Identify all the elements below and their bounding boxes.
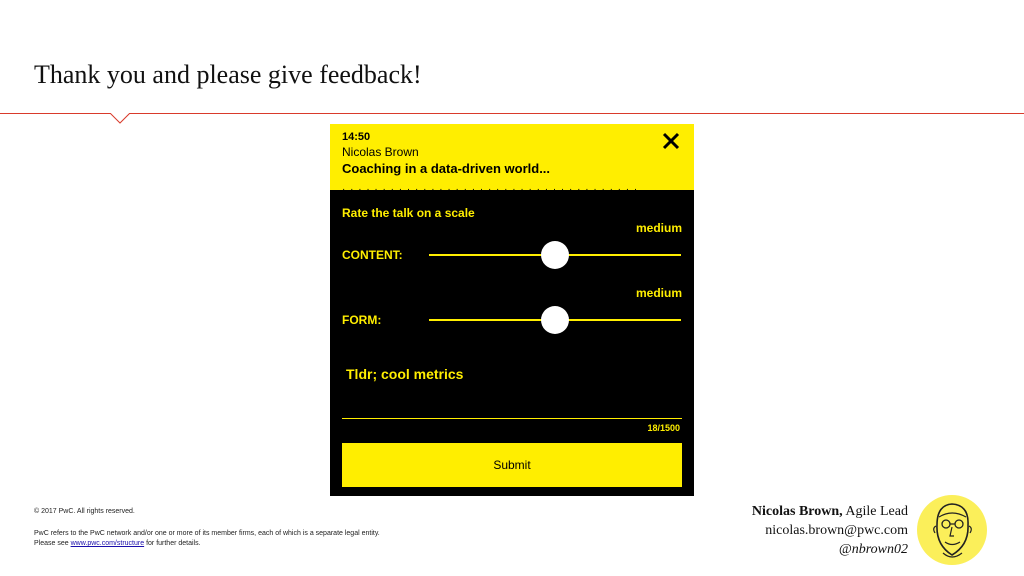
- copyright-notice: © 2017 PwC. All rights reserved.: [34, 508, 135, 515]
- face-sketch-icon: [917, 495, 987, 565]
- rating-heading: Rate the talk on a scale: [342, 206, 475, 220]
- form-label: FORM:: [342, 313, 382, 327]
- contact-handle: @nbrown02: [838, 542, 908, 557]
- comment-text: Tldr; cool metrics: [346, 366, 464, 382]
- title-divider: [0, 113, 1024, 114]
- form-level: medium: [635, 286, 682, 300]
- contact-block: [752, 502, 908, 559]
- content-slider[interactable]: [429, 241, 681, 269]
- comment-input[interactable]: [342, 354, 682, 418]
- legal-suffix: for further details.: [146, 540, 201, 547]
- avatar: [917, 495, 987, 565]
- character-counter: 18/1500: [647, 423, 680, 433]
- legal-text: PwC refers to the PwC network and/or one or more of its member firms, each of which is a separate legal entity.: [34, 530, 380, 537]
- slider-thumb[interactable]: [541, 241, 569, 269]
- contact-name: Nicolas Brown,: [751, 504, 843, 519]
- session-time: 14:50: [342, 131, 371, 143]
- talk-title: Coaching in a data-driven world...: [342, 161, 551, 176]
- legal-prefix: Please see: [34, 540, 69, 547]
- legal-text-structure: [34, 540, 201, 547]
- contact-role: Agile Lead: [845, 504, 908, 519]
- close-button[interactable]: [657, 127, 685, 155]
- speaker-name: Nicolas Brown: [342, 145, 419, 159]
- comment-underline: [342, 418, 682, 419]
- slider-thumb[interactable]: [541, 306, 569, 334]
- header-overflow-text: · · · · · · · · · · · · · · · · · · · · · · · · · · · · · · · · · · · · ·: [342, 184, 639, 190]
- close-icon: [657, 127, 685, 155]
- content-level: medium: [635, 221, 682, 235]
- content-label: CONTENT:: [342, 248, 403, 262]
- contact-email: nicolas.brown@pwc.com: [765, 523, 908, 538]
- slide-title: Thank you and please give feedback!: [34, 60, 422, 89]
- contact-name-line: [752, 502, 908, 521]
- form-slider[interactable]: [429, 306, 681, 334]
- submit-button[interactable]: Submit: [342, 443, 682, 487]
- structure-link[interactable]: www.pwc.com/structure: [70, 540, 145, 547]
- app-header: [330, 124, 694, 190]
- divider-notch: [110, 113, 130, 125]
- feedback-app: [330, 124, 694, 496]
